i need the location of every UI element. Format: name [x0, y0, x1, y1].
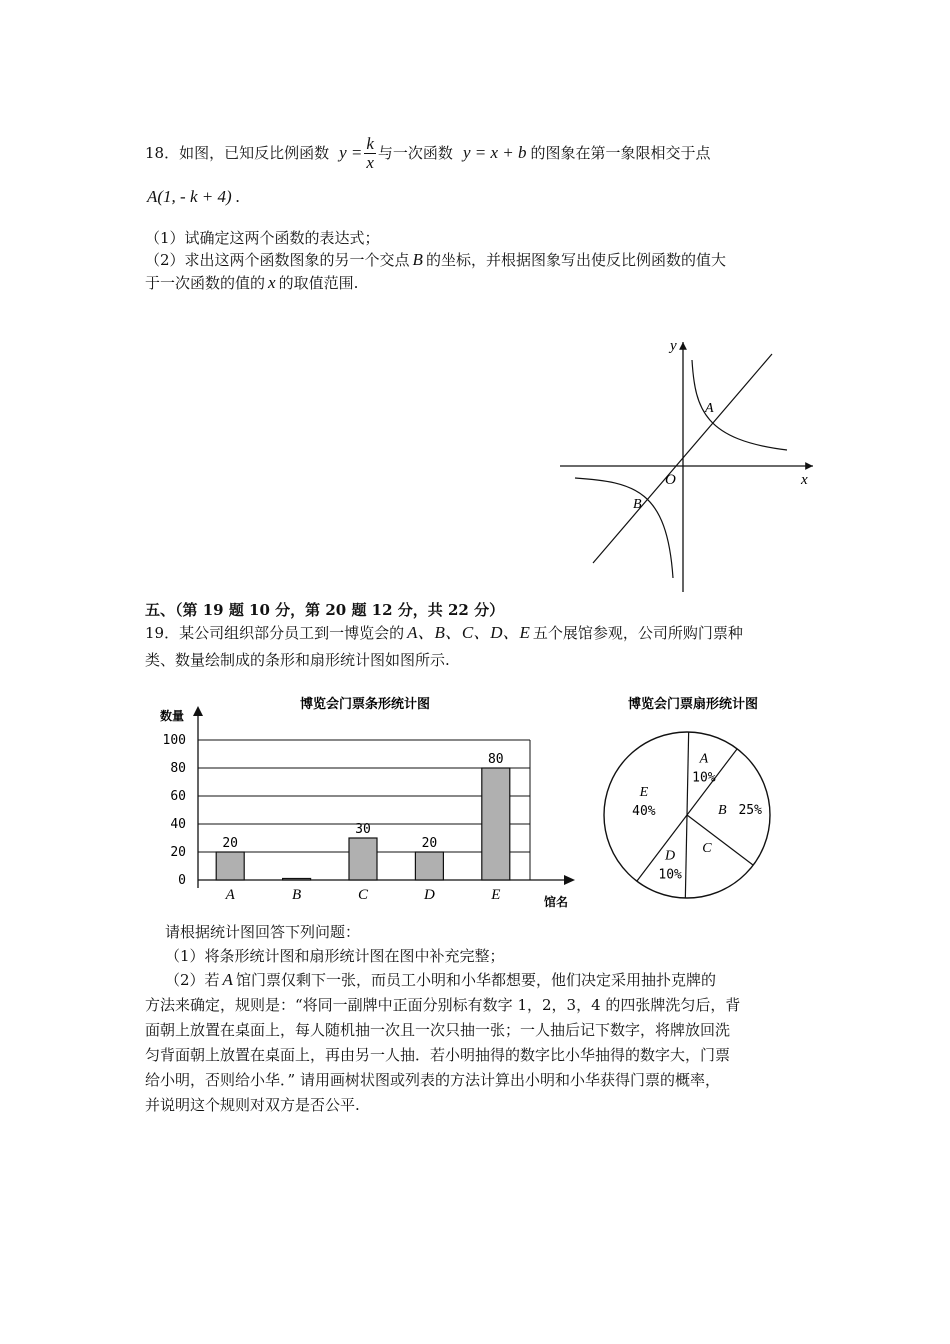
q18-frac-den: x: [366, 152, 374, 172]
q19-sub2: [165, 970, 716, 990]
q18-p2-c: 的坐标，并根据图象写出使反比例函数的值大: [425, 251, 726, 269]
pie-chart-slice-name: D: [665, 848, 676, 864]
q18-frac-num: k: [366, 133, 374, 153]
q19-s2-c: 馆门票仅剩下一张，而员工小明和小华都想要，他们决定采用抽扑克牌的: [235, 971, 716, 989]
bar-chart-x-arrow: [564, 875, 575, 885]
bar-chart-category-label: B: [292, 887, 302, 903]
pie-chart-slice-percent: 25%: [738, 802, 762, 818]
q19-l1-a: 19．某公司组织部分员工到一博览会的: [145, 624, 405, 642]
q18-p3-c: 的取值范围.: [278, 274, 359, 292]
bar-chart-ytick-label: 80: [170, 761, 186, 776]
q19-s2-b: A: [222, 970, 233, 989]
q18-part1: （1）试确定这两个函数的表达式；: [145, 229, 380, 247]
q18-part3: [145, 273, 358, 293]
bar-chart-value-label: 30: [355, 822, 371, 837]
bar-chart-bar: [482, 768, 510, 880]
bar-chart-bar: [415, 852, 443, 880]
pie-chart-slice-name: C: [702, 841, 712, 857]
section-5-heading: 五、（第 19 题 10 分，第 20 题 12 分，共 22 分）: [145, 601, 505, 619]
q18-tail: 的图象在第一象限相交于点: [530, 144, 711, 162]
function-graph: [555, 330, 820, 595]
q19-sub4: 面朝上放置在桌面上，每人随机抽一次且一次只抽一张；一人抽后记下数字，将牌放回洗: [145, 1021, 731, 1039]
q18-p3-a: 于一次函数的值的: [145, 274, 266, 292]
q18-part2: [145, 250, 726, 270]
bar-chart-xlabel: 馆名: [544, 895, 569, 909]
pie-chart: [595, 690, 790, 905]
graph-label-o: O: [665, 472, 676, 488]
bar-chart: [150, 690, 590, 915]
pie-chart-slice-name: E: [639, 785, 649, 801]
q18-fraction: [364, 135, 376, 172]
q18-p2-a: （2）求出这两个函数图象的另一个交点: [145, 251, 410, 269]
bar-chart-value-label: 20: [222, 836, 239, 851]
q18-p2-b: B: [412, 250, 423, 269]
bar-chart-category-label: C: [357, 887, 369, 903]
q18-point: A(1, - k + 4) .: [147, 187, 241, 206]
graph-label-b: B: [633, 497, 642, 512]
q18-linear: y = x + b: [462, 143, 527, 162]
bar-chart-bar: [349, 838, 377, 880]
bar-chart-ytick-label: 100: [162, 733, 186, 748]
q19-line1: [145, 623, 743, 643]
bar-chart-ylabel: 数量: [160, 709, 185, 723]
q19-sub6: 给小明，否则给小华．” 请用画树状图或列表的方法计算出小明和小华获得门票的概率，: [145, 1071, 720, 1089]
bar-chart-category-label: A: [225, 887, 235, 903]
bar-chart-ytick-label: 20: [170, 845, 186, 860]
q19-sub3: 方法来确定，规则是：“将同一副牌中正面分别标有数字 1，2，3，4 的四张牌洗匀后，背: [145, 996, 741, 1014]
pie-chart-slice-name: B: [717, 802, 727, 818]
bar-chart-y-arrow: [193, 706, 203, 716]
pie-chart-slice-percent: 10%: [658, 867, 682, 883]
q19-sub5: 匀背面朝上放置在桌面上，再由另一人抽．若小明抽得的数字比小华抽得的数字大，门票: [145, 1046, 731, 1064]
bar-chart-ytick-label: 40: [170, 817, 186, 832]
pie-chart-slice-percent: 10%: [692, 770, 716, 786]
graph-label-a: A: [705, 401, 714, 416]
q19-sub7: 并说明这个规则对双方是否公平.: [145, 1096, 360, 1114]
bar-chart-bar: [216, 852, 244, 880]
q18-p3-b: x: [268, 273, 276, 292]
q19-intro: 请根据统计图回答下列问题：: [165, 923, 361, 941]
q18-line1: [145, 133, 711, 172]
pie-chart-slice-percent: 40%: [632, 804, 656, 820]
q19-line2: 类、数量绘制成的条形和扇形统计图如图所示.: [145, 651, 450, 669]
bar-chart-category-label: D: [423, 887, 435, 903]
bar-chart-title: 博览会门票条形统计图: [299, 697, 431, 712]
bar-chart-category-label: E: [491, 887, 501, 903]
bar-chart-ytick-label: 60: [170, 789, 186, 804]
hyperbola-branch-2: [575, 478, 673, 578]
graph-label-y: y: [670, 338, 677, 354]
bar-chart-ytick-label: 0: [178, 873, 186, 888]
q19-l1-b: A、B、C、D、E: [407, 623, 530, 642]
bar-chart-bar: [283, 879, 311, 881]
q18-y-eq: y =: [339, 143, 363, 162]
graph-label-x: x: [801, 472, 808, 488]
q19-l1-c: 五个展馆参观，公司所购门票种: [532, 624, 743, 642]
bar-chart-value-label: 20: [421, 836, 438, 851]
q18-mid: 与一次函数: [377, 144, 453, 162]
bar-chart-value-label: 80: [487, 752, 504, 767]
q19-s2-a: （2）若: [165, 971, 220, 989]
q19-sub1: （1）将条形统计图和扇形统计图在图中补充完整；: [165, 947, 505, 965]
pie-chart-slice-name: A: [699, 751, 709, 767]
pie-chart-title: 博览会门票扇形统计图: [627, 697, 759, 712]
q18-lead: 18．如图，已知反比例函数: [145, 144, 330, 162]
